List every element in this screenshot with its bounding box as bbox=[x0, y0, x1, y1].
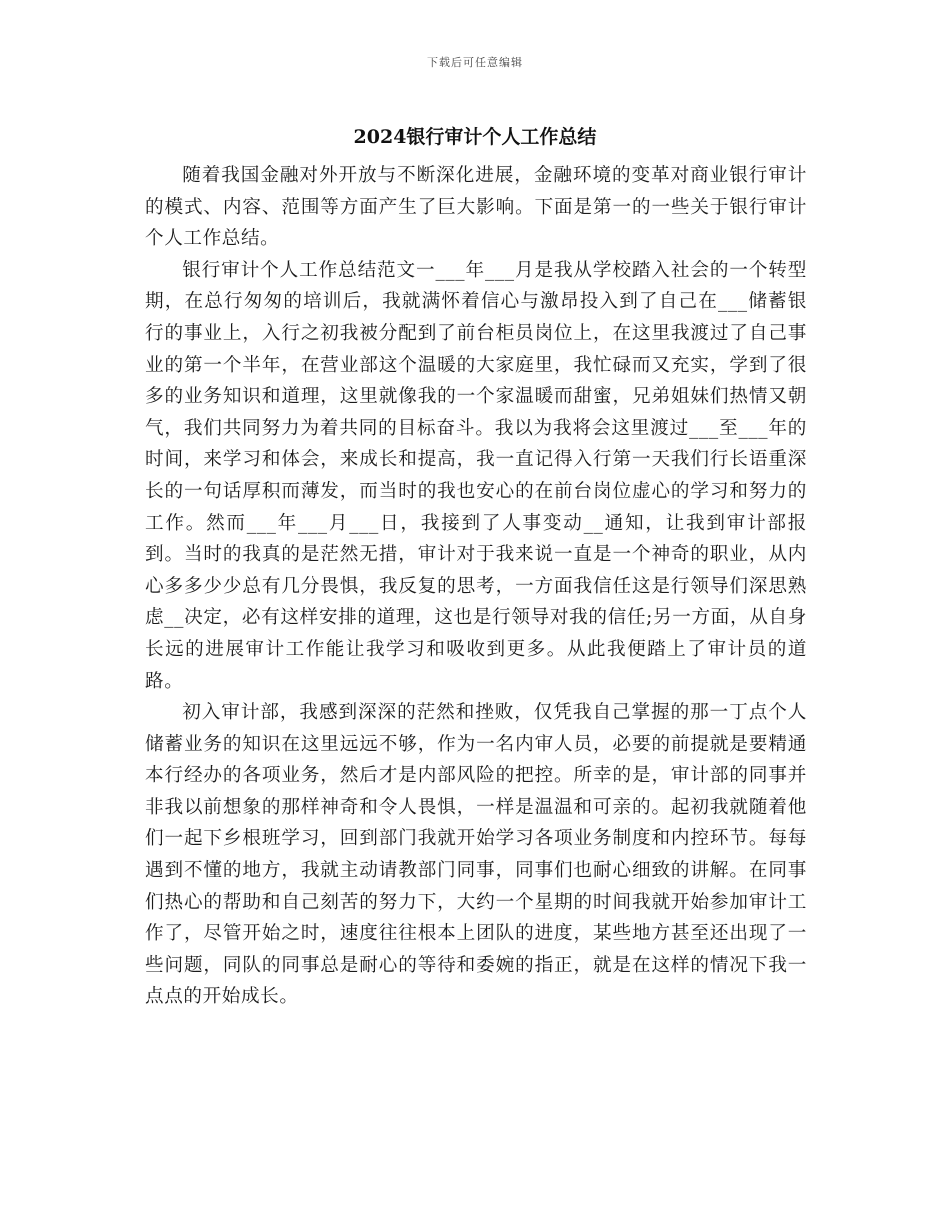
document-title: 2024银行审计个人工作总结 bbox=[353, 126, 597, 148]
paragraph-sample-one: 银行审计个人工作总结范文一___年___月是我从学校踏入社会的一个转型期，在总行匆匆的培训后，我就满怀着信心与激昂投入到了自己在___储蓄银行的事业上，入行之初我被分配到了前台柜员岗位上，在这里我渡过了自己事业的第一个半年，在营业部这个温暖的大家庭里，我忙碌而又充实，学到了很多的业务知识和道理，这里就像我的一个家温暖而甜蜜，兄弟姐妹们热情又朝气，我们共同努力为着共同的目标奋斗。我以为我将会这里渡过___至___年的时间，来学习和体会，来成长和提高，我一直记得入行第一天我们行长语重深长的一句话厚积而薄发，而当时的我也安心的在前台岗位虚心的学习和努力的工作。然而___年___月___日，我接到了人事变动__通知，让我到审计部报到。当时的我真的是茫然无措，审计对于我来说一直是一个神奇的职业，从内心多多少少总有几分畏惧，我反复的思考，一方面我信任这是行领导们深思熟虑__决定，必有这样安排的道理，这也是行领导对我的信任;另一方面，从自身长远的进展审计工作能让我学习和吸收到更多。从此我便踏上了审计员的道路。 bbox=[145, 259, 807, 692]
document-body bbox=[145, 160, 807, 1013]
paragraph-intro: 随着我国金融对外开放与不断深化进展，金融环境的变革对商业银行审计的模式、内容、范围等方面产生了巨大影响。下面是第一的一些关于银行审计个人工作总结。 bbox=[145, 165, 807, 250]
paragraph-audit-start: 初入审计部，我感到深深的茫然和挫败，仅凭我自己掌握的那一丁点个人储蓄业务的知识在这里远远不够，作为一名内审人员，必要的前提就是要精通本行经办的各项业务，然后才是内部风险的把控。所幸的是，审计部的同事并非我以前想象的那样神奇和令人畏惧，一样是温温和可亲的。起初我就随着他们一起下乡根班学习，回到部门我就开始学习各项业务制度和内控环节。每每遇到不懂的地方，我就主动请教部门同事，同事们也耐心细致的讲解。在同事们热心的帮助和自己刻苦的努力下，大约一个星期的时间我就开始参加审计工作了，尽管开始之时，速度往往根本上团队的进度，某些地方甚至还出现了一些问题，同队的同事总是耐心的等待和委婉的指正，就是在这样的情况下我一点点的开始成长。 bbox=[145, 702, 807, 1008]
page-header-note: 下载后可任意编辑 bbox=[427, 56, 523, 69]
